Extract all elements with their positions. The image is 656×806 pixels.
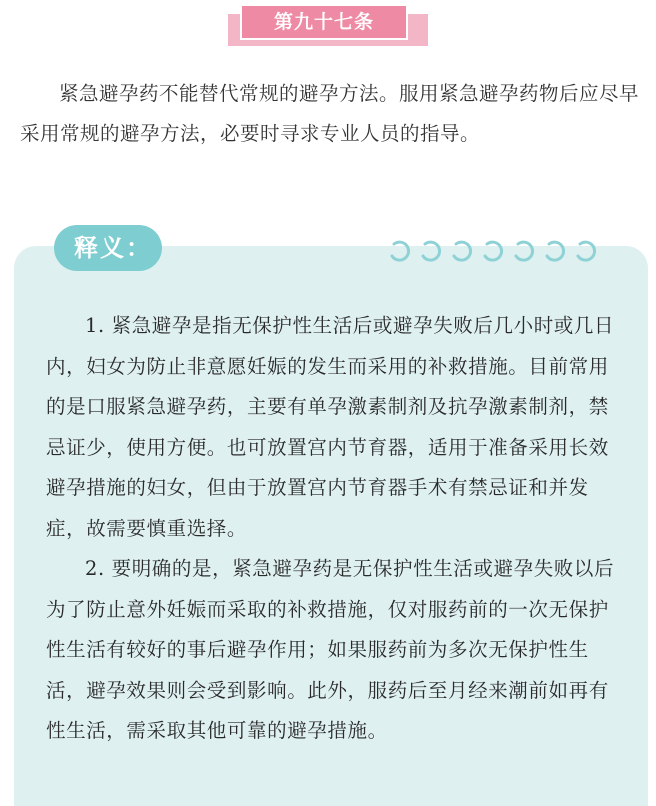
swirl-icon (541, 236, 569, 264)
interpretation-paragraph-2: 2. 要明确的是，紧急避孕药是无保护性生活或避孕失败以后为了防止意外妊娠而采取的补救措施，仅对服药前的一次无保护性生活有较好的事后避孕作用；如果服药前为多次无保护性生活，避孕效果则会受到影响。此外，服药后至月经来潮前如再有性生活，需采取其他可靠的避孕措施。 (46, 557, 615, 742)
swirl-decoration (386, 236, 610, 266)
swirl-icon (386, 236, 414, 264)
swirl-icon (572, 236, 600, 264)
swirl-icon (417, 236, 445, 264)
swirl-icon (479, 236, 507, 264)
swirl-icon (510, 236, 538, 264)
interpretation-text (46, 306, 626, 752)
article-banner (216, 0, 430, 50)
interpretation-paragraph-1: 1. 紧急避孕是指无保护性生活后或避孕失败后几小时或几日内，妇女为防止非意愿妊娠的发生而采用的补救措施。目前常用的是口服紧急避孕药，主要有单孕激素制剂及抗孕激素制剂，禁忌证少，使用方便。也可放置宫内节育器，适用于准备采用长效避孕措施的妇女，但由于放置宫内节育器手术有禁忌证和并发症，故需要慎重选择。 (46, 314, 615, 540)
article-title: 第九十七条 (240, 4, 408, 40)
interpretation-label: 释义： (74, 233, 152, 262)
article-body: 紧急避孕药不能替代常规的避孕方法。服用紧急避孕药物后应尽早采用常规的避孕方法，必要时寻求专业人员的指导。 (20, 82, 640, 145)
swirl-icon (448, 236, 476, 264)
